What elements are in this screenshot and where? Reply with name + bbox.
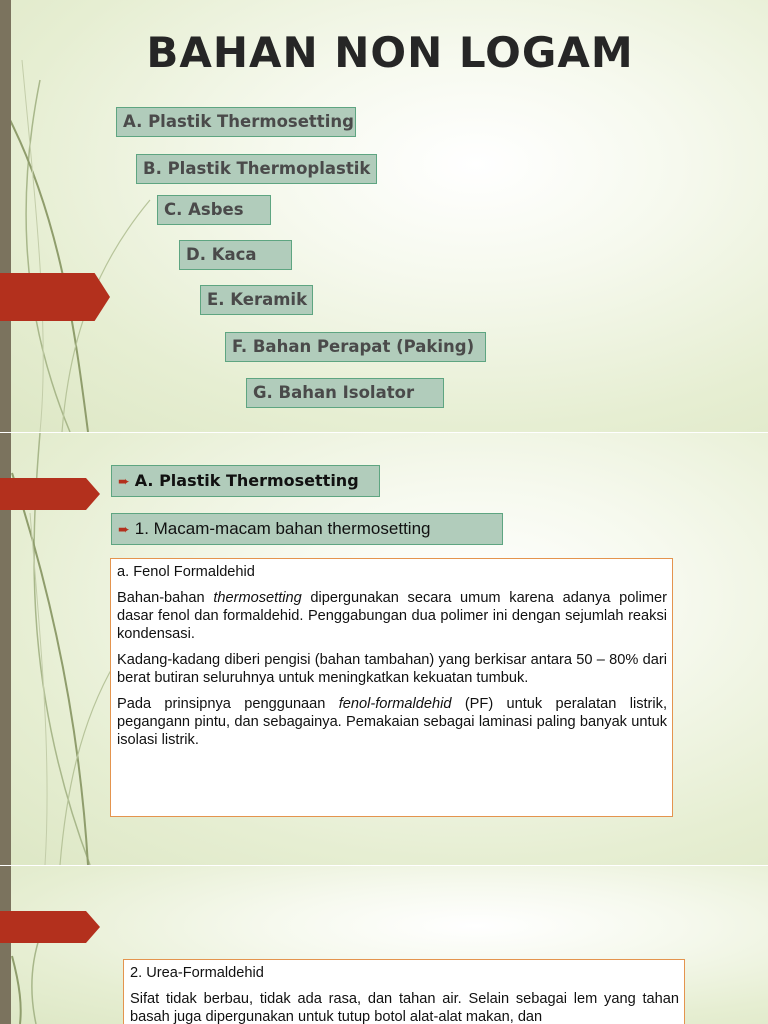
arrow-shape	[0, 478, 100, 510]
subsection-heading-text: 1. Macam-macam bahan thermosetting	[134, 519, 431, 538]
arrow-shape	[0, 273, 110, 321]
italic-term: fenol-formaldehid	[338, 696, 452, 712]
content-title: 2. Urea-Formaldehid	[130, 965, 264, 981]
arrow-shape	[0, 911, 100, 943]
slide-1	[0, 0, 768, 432]
paragraph-text: (PF) untuk peralatan listrik, pegangann pintu, dan sebagainya. Pemakaian sebagai laminasi paling banyak untuk isolasi listrik.	[117, 696, 667, 748]
paragraph-3	[117, 695, 667, 749]
menu-item-keramik[interactable]: E. Keramik	[200, 285, 313, 315]
arrow-bullet-icon: ➨	[118, 522, 130, 538]
menu-item-asbes[interactable]: C. Asbes	[157, 195, 271, 225]
subsection-heading	[111, 513, 503, 545]
slide-3	[0, 866, 768, 1024]
slide-2	[0, 433, 768, 865]
paragraph-text: dipergunakan secara umum karena adanya polimer dasar fenol dan formaldehid. Penggabungan dua polimer ini dengan sejumlah reaksi kondensasi.	[117, 590, 667, 642]
page-title: BAHAN NON LOGAM	[146, 28, 634, 77]
content-title: a. Fenol Formaldehid	[117, 564, 255, 580]
left-stripe	[0, 866, 11, 1024]
menu-item-bahan-perapat[interactable]: F. Bahan Perapat (Paking)	[225, 332, 486, 362]
section-heading-text: A. Plastik Thermosetting	[134, 471, 359, 490]
italic-term: thermosetting	[213, 590, 302, 606]
paragraph-text: Bahan-bahan	[117, 590, 214, 606]
menu-item-plastik-thermosetting[interactable]: A. Plastik Thermosetting	[116, 107, 356, 137]
paragraph-1: Sifat tidak berbau, tidak ada rasa, dan tahan air. Selain sebagai lem yang tahan basah juga dipergunakan untuk tutup botol alat-alat makan, dan	[130, 991, 679, 1024]
menu-item-bahan-isolator[interactable]: G. Bahan Isolator	[246, 378, 444, 408]
content-box-fenol	[110, 558, 673, 817]
content-box-urea	[123, 959, 685, 1024]
paragraph-2: Kadang-kadang diberi pengisi (bahan tambahan) yang berkisar antara 50 – 80% dari berat butiran seluruhnya untuk meningkatkan kekuatan tumbuk.	[117, 652, 667, 686]
paragraph-1	[117, 589, 667, 643]
menu-item-plastik-thermoplastik[interactable]: B. Plastik Thermoplastik	[136, 154, 377, 184]
section-heading	[111, 465, 380, 497]
arrow-bullet-icon: ➨	[118, 474, 130, 490]
menu-item-kaca[interactable]: D. Kaca	[179, 240, 292, 270]
paragraph-text: Pada prinsipnya penggunaan	[117, 696, 339, 712]
